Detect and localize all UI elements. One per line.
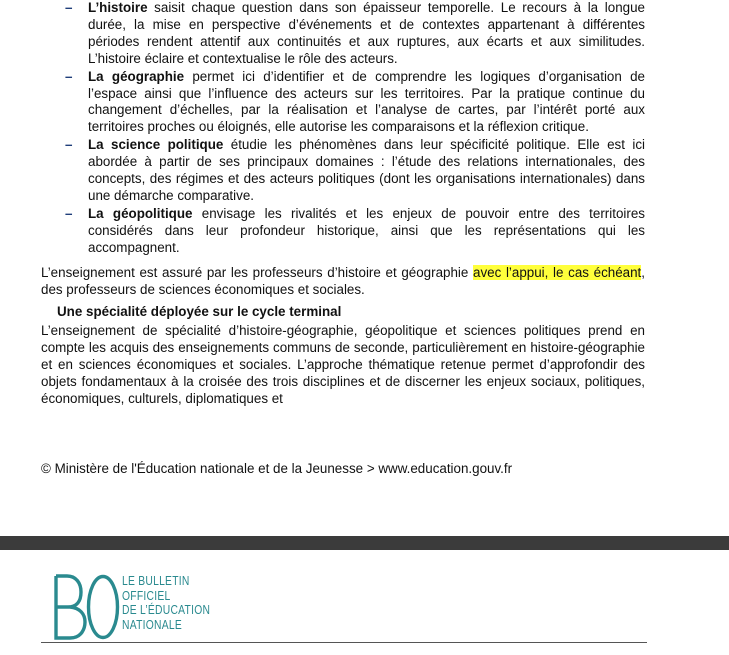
page-footer: © Ministère de l'Éducation nationale et de la Jeunesse > www.education.gouv.fr (41, 461, 513, 476)
term-label: La géographie (88, 68, 185, 84)
dash-bullet-icon: – (65, 0, 73, 15)
term-label: L’histoire (88, 0, 148, 15)
term-description: saisit chaque question dans son épaisseur temporelle. Le recours à la longue durée, la mise en perspective d’événements et de contextes appartenant à différentes périodes rendent attentif aux continuités et aux ruptures, aux écarts et aux similitudes. L’histoire éclaire et contextualise le rôle des acteurs. (88, 0, 645, 66)
logo-line: LE BULLETIN (122, 574, 190, 588)
highlighted-text: avec l’appui, le cas échéant (473, 264, 642, 280)
list-item-histoire (41, 0, 645, 68)
page-separator (0, 536, 729, 550)
section-heading: Une spécialité déployée sur le cycle terminal (57, 304, 342, 320)
bo-monogram-icon (52, 574, 120, 640)
term-description: permet ici d’identifier et de comprendre les logiques d’organisation de l’espace ainsi que l’influence des acteurs sur les territoires. Par la pratique continue du changement d’échelles, par la réalisation et l’analyse de cartes, par l’intérêt porté aux territoires proches ou éloignés, elle autorise les comparaisons et la réflexion critique. (88, 68, 645, 135)
list-item-science-politique (41, 137, 645, 205)
term-label: La géopolitique (88, 205, 193, 221)
term-description: envisage les rivalités et les enjeux de pouvoir entre des territoires considérés dans leur profondeur historique, ainsi que les représentations qui les accompagnent. (88, 205, 645, 255)
logo-line: DE L’ÉDUCATION (122, 603, 211, 618)
list-item-geopolitique (41, 206, 645, 257)
term-label: La science politique (88, 137, 224, 153)
teaching-paragraph (41, 265, 645, 299)
list-item-geographie (41, 69, 645, 137)
term-description: étudie les phénomènes dans leur spécificité politique. Elle est ici abordée à partir de ses principaux domaines : l’étude des relations internationales, des concepts, des régimes et des acteurs politiques (dont les organisations internationales) dans une démarche comparative. (88, 137, 645, 203)
next-page (0, 550, 729, 655)
page-content (41, 0, 645, 408)
logo-line: OFFICIEL (122, 588, 171, 603)
dash-bullet-icon: – (65, 68, 73, 84)
section-paragraph: L’enseignement de spécialité d’histoire-géographie, géopolitique et sciences politiques prend en compte les acquis des enseignements communs de seconde, particulièrement en histoire-géographie et en sciences économiques et sociales. L’approche thématique retenue permet d’approfondir des objets fondamentaux à la croisée des trois disciplines et de discerner les enjeux sociaux, politiques, économiques, culturels, diplomatiques et (41, 323, 645, 406)
teaching-text-after: , des professeurs de sciences économiques et sociales. (41, 264, 646, 297)
dash-bullet-icon: – (65, 137, 73, 153)
dash-bullet-icon: – (65, 205, 73, 221)
logo-line: NATIONALE (122, 617, 182, 632)
bo-logo (52, 574, 222, 640)
disciplines-list (41, 0, 645, 257)
header-rule (41, 642, 647, 643)
teaching-text-before: L’enseignement est assuré par les professeurs d’histoire et géographie (41, 264, 473, 280)
bo-wordmark (122, 574, 210, 632)
